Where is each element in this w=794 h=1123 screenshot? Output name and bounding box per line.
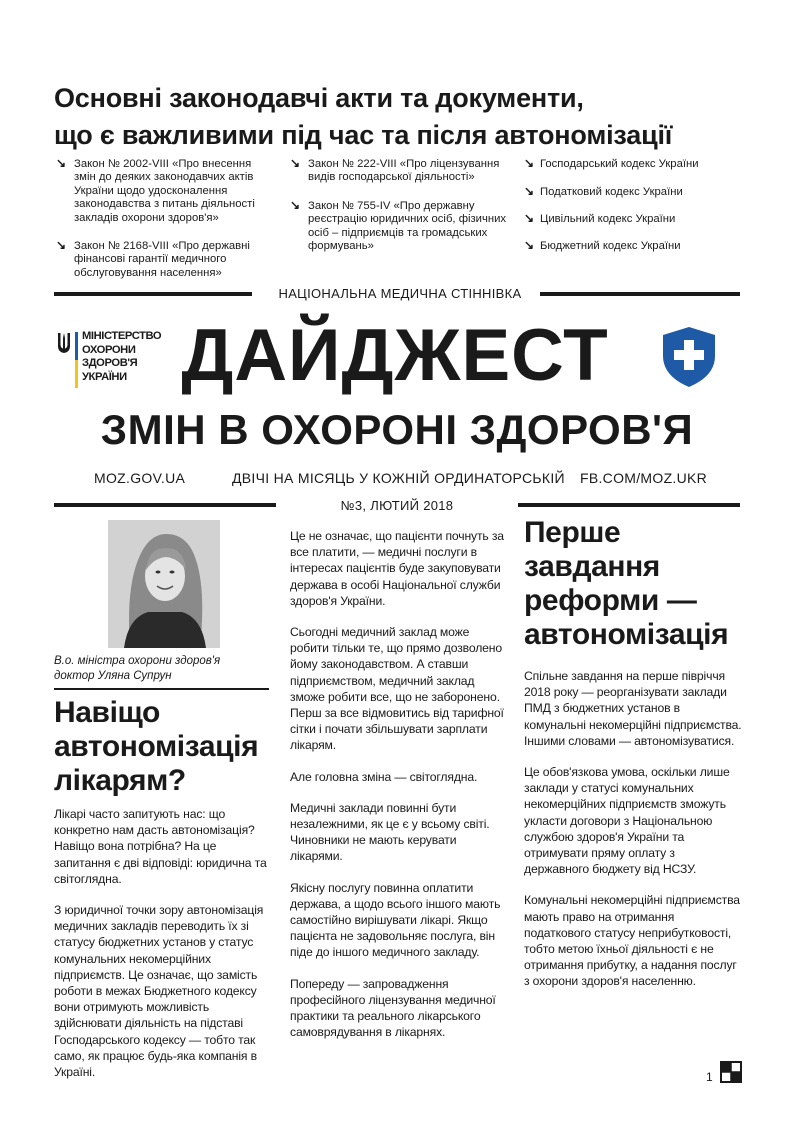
right-article-title: Перше завдання реформи — автономізація: [524, 516, 729, 651]
law-item: ↘ Цивільний кодекс України: [524, 211, 676, 225]
ukraine-flag-stripe: [75, 332, 78, 388]
issue-number: №3, ЛЮТИЙ 2018: [340, 498, 454, 513]
law-item: ↘ Закон № 2002-VIII «Про внесення змін до деяких законодавчих актів України щодо удосконалення законодавства з питань діяльності закладів охорони здоров'я»: [56, 156, 255, 224]
ministry-logo: [56, 330, 166, 392]
paragraph: Це обов'язкова умова, оскільки лише заклади у статусі комунальних некомерційних підприємств зможуть укласти договори з Національною службою здоров'я України та отримувати пряму оплату з державного бюджету від НСЗУ.: [524, 765, 730, 877]
frequency-note: ДВІЧІ НА МІСЯЦЬ У КОЖНІЙ ОРДИНАТОРСЬКІЙ: [232, 470, 565, 486]
page-number: 1: [706, 1070, 713, 1084]
law-item: ↘ Бюджетний кодекс України: [524, 238, 681, 252]
middle-article-body: [290, 528, 504, 1055]
arrow-down-right-icon: ↘: [524, 156, 535, 170]
left-article-title: Навіщо автономізація лікарям?: [54, 696, 259, 797]
ministry-name: МІНІСТЕРСТВО ОХОРОНИ ЗДОРОВ'Я УКРАЇНИ: [82, 330, 162, 383]
headline: [54, 80, 754, 154]
grid-icon: [720, 1061, 742, 1083]
digest-title: ДАЙДЖЕСТ: [181, 315, 609, 396]
divider: [518, 503, 740, 507]
divider: [54, 688, 269, 690]
law-item: ↘ Господарський кодекс України: [524, 156, 699, 170]
divider: [54, 503, 276, 507]
divider: [54, 292, 252, 296]
portrait-photo: [108, 520, 220, 648]
paragraph: Комунальні некомерційні підприємства мають право на отримання податкового статусу неприбутковості, тобто метою їхньої діяльності є не отримання прибутку, а надання послуг з охорони здоров'я населенню.: [524, 893, 740, 989]
paragraph: Лікарі часто запитують нас: що конкретно нам дасть автономізація? Навіщо вона потрібна? На це запитання є дві відповіді: юридична та світоглядна.: [54, 807, 267, 886]
digest-subtitle: ЗМІН В ОХОРОНІ ЗДОРОВ'Я: [100, 406, 694, 453]
law-item: ↘ Податковий кодекс України: [524, 184, 683, 198]
law-item: ↘ Закон № 2168-VIII «Про державні фінансові гарантії медичного обслуговування населення»: [56, 238, 250, 279]
headline-line-2: що є важливими під час та після автономізації: [54, 120, 673, 150]
trident-icon: [56, 332, 72, 354]
arrow-down-right-icon: ↘: [290, 198, 301, 212]
arrow-down-right-icon: ↘: [524, 238, 535, 252]
arrow-down-right-icon: ↘: [290, 156, 301, 170]
paragraph: Медичні заклади повинні бути незалежними, як це є у всьому світі. Чиновники не мають керувати лікарями.: [290, 800, 490, 864]
arrow-down-right-icon: ↘: [524, 211, 535, 225]
facebook-link[interactable]: FB.COM/MOZ.UKR: [580, 470, 708, 486]
paragraph: Якісну послугу повинна оплатити держава, а щодо всього іншого мають самостійно вирішувати лікарі. Якщо пацієнта не задовольняє послуга, він піде до іншого медичного закладу.: [290, 880, 501, 960]
law-item: ↘ Закон № 755-IV «Про державну реєстрацію юридичних осіб, фізичних осіб – підприємців та громадських формувань»: [290, 198, 507, 253]
right-article-body: [524, 668, 742, 1005]
divider: [540, 292, 740, 296]
shield-cross-icon: [662, 326, 716, 388]
paragraph: Спільне завдання на перше півріччя 2018 року — реорганізувати заклади ПМД з бюджетних установ в комунальні некомерційні підприємства. Іншими словами — автономізуватися.: [524, 669, 742, 748]
left-article-body: [54, 806, 270, 1095]
paragraph: Але головна зміна — світоглядна.: [290, 769, 478, 784]
paragraph: Це не означає, що пацієнти почнуть за все платити, — медичні послуги в інтересах пацієнтів буде закуповувати держава в особі Національної служби здоров'я України.: [290, 529, 504, 608]
paragraph: Попереду — запровадження професійного ліцензування медичної практики та реального лікарського самоврядування в лікарнях.: [290, 976, 496, 1040]
law-item: ↘ Закон № 222-VIII «Про ліцензування видів господарської діяльності»: [290, 156, 500, 184]
headline-line-1: Основні законодавчі акти та документи,: [54, 83, 584, 113]
arrow-down-right-icon: ↘: [56, 156, 67, 170]
photo-caption: В.о. міністра охорони здоров'я доктор Уляна Супрун: [54, 655, 221, 682]
arrow-down-right-icon: ↘: [524, 184, 535, 198]
paragraph: З юридичної точки зору автономізація медичних закладів переводить їх зі статусу бюджетних установ у статус комунальних некомерційних підприємств. Це означає, що замість роботи в межах Бюджетного кодексу вони отримують можливість здійснювати діяльність на підставі Господарського кодексу — тобто так само, як працює будь-яка компанія в Україні.: [54, 903, 264, 1080]
arrow-down-right-icon: ↘: [56, 238, 67, 252]
paragraph: Сьогодні медичний заклад може робити тільки те, що прямо дозволено йому законодавством. А ставши підприємством, медичний заклад зможе робити все, що не заборонено. Перш за все відмовитись від тарифної сітки і почати збільшувати зарплати лікарям.: [290, 625, 504, 753]
site-link[interactable]: MOZ.GOV.UA: [94, 470, 186, 486]
masthead-kicker: НАЦІОНАЛЬНА МЕДИЧНА СТІННІВКА: [278, 286, 522, 301]
